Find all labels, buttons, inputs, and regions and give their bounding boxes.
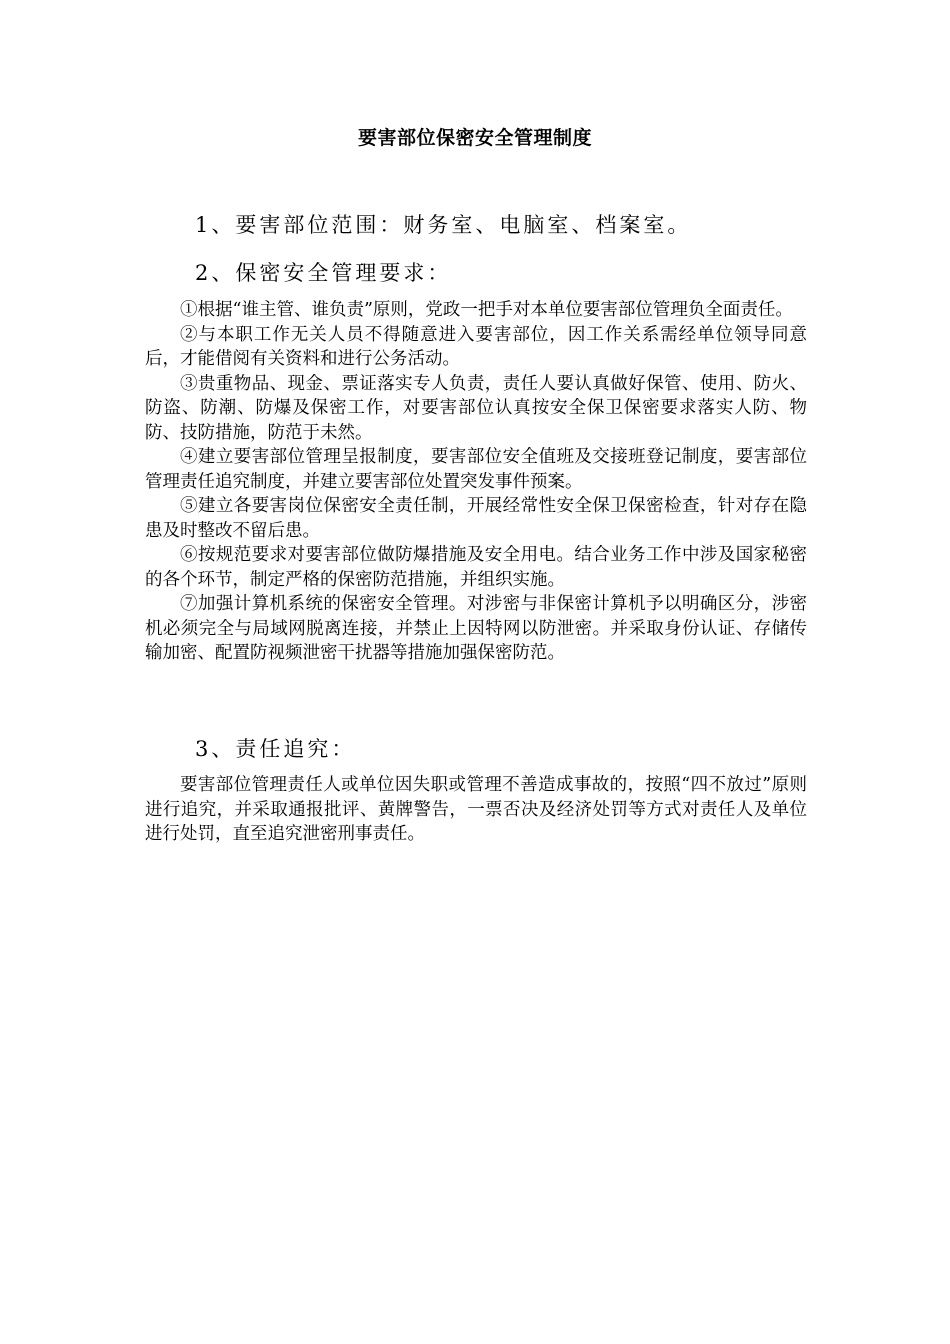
liability-text <box>145 773 807 847</box>
requirement-item-7: ⑦加强计算机系统的保密安全管理。对涉密与非保密计算机予以明确区分，涉密机必须完全与局域网脱离连接，并禁止上因特网以防泄密。并采取身份认证、存储传输加密、配置防视频泄密干扰器等措施加强保密防范。 <box>145 594 807 663</box>
requirement-item-6: ⑥按规范要求对要害部位做防爆措施及安全用电。结合业务工作中涉及国家秘密的各个环节，制定严格的保密防范措施，并组织实施。 <box>145 545 807 590</box>
requirement-item-3: ③贵重物品、现金、票证落实专人负责，责任人要认真做好保管、使用、防火、防盗、防潮、防爆及保密工作，对要害部位认真按安全保卫保密要求落实人防、物防、技防措施，防范于未然。 <box>145 373 807 443</box>
section-heading-liability: 3、责任追究： <box>195 737 356 761</box>
document-title: 要害部位保密安全管理制度 <box>357 127 592 149</box>
requirement-item-2: ②与本职工作无关人员不得随意进入要害部位，因工作关系需经单位领导同意后，才能借阅有关资料和进行公务活动。 <box>145 324 807 369</box>
requirements-list <box>145 298 807 666</box>
liability-paragraph: 要害部位管理责任人或单位因失职或管理不善造成事故的，按照“四不放过”原则进行追究，并采取通报批评、黄牌警告，一票否决及经济处罚等方式对责任人及单位进行处罚，直至追究泄密刑事责任。 <box>145 775 807 844</box>
requirement-item-5: ⑤建立各要害岗位保密安全责任制，开展经常性安全保卫保密检查，针对存在隐患及时整改不留后患。 <box>145 496 807 541</box>
section-heading-scope: 1、要害部位范围：财务室、电脑室、档案室。 <box>195 213 692 237</box>
section-heading-requirements: 2、保密安全管理要求： <box>195 261 452 285</box>
requirement-item-4: ④建立要害部位管理呈报制度，要害部位安全值班及交接班登记制度，要害部位管理责任追究制度，并建立要害部位处置突发事件预案。 <box>145 447 807 492</box>
requirement-item-1: ①根据“谁主管、谁负责”原则，党政一把手对本单位要害部位管理负全面责任。 <box>180 300 793 320</box>
